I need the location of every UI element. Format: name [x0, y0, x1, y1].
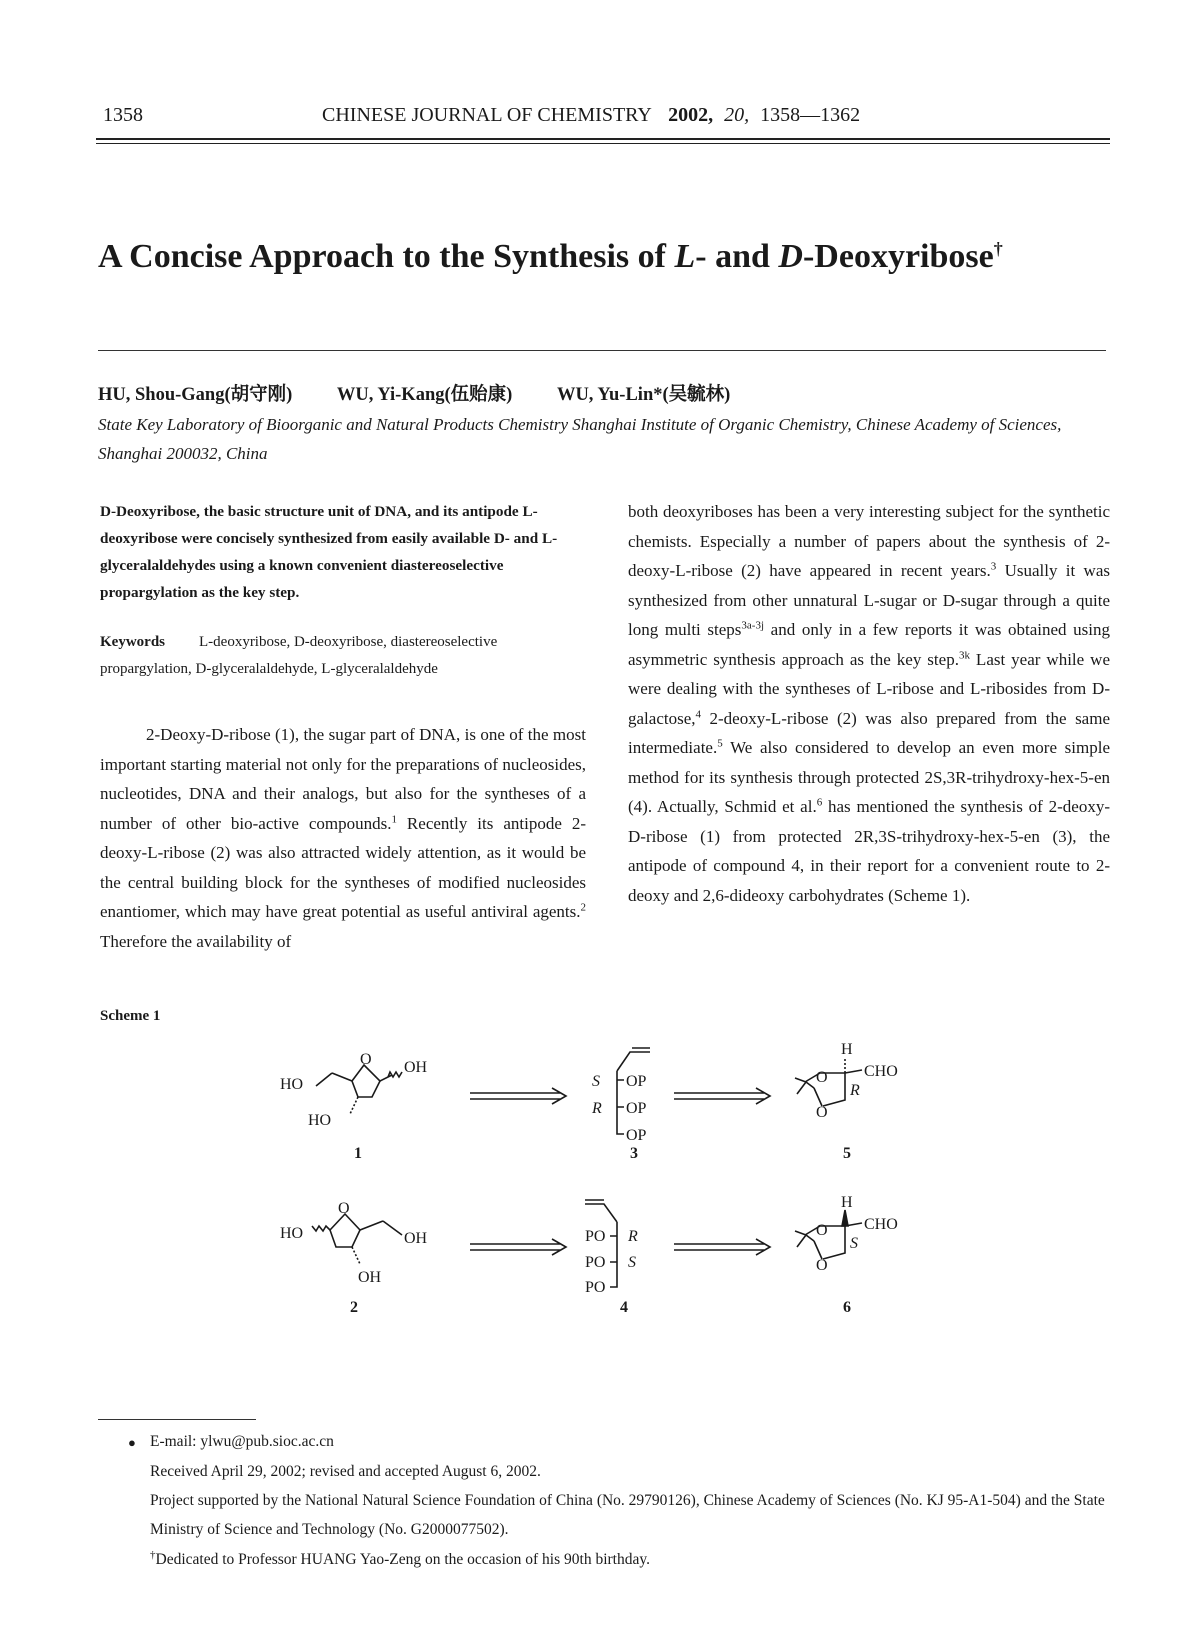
- abstract: D-Deoxyribose, the basic structure unit of DNA, and its antipode L-deoxyribose were concisely synthesized from easily available D- and L-glyceralaldehydes using a known convenient diastereoselective propargylation as the key step.: [100, 503, 558, 601]
- c3-op-3: OP: [626, 1127, 647, 1144]
- c2-ho: HO: [280, 1225, 304, 1242]
- arrow-1-3: [470, 1088, 566, 1104]
- journal-year: 2002,: [668, 104, 714, 126]
- dagger-mark: †: [150, 1548, 156, 1561]
- paper-title: A Concise Approach to the Synthesis of L- and D-Deoxyribose†: [98, 238, 1003, 275]
- c4-po-3: PO: [585, 1279, 606, 1296]
- ref-1: 1: [391, 812, 397, 825]
- ref-4: 4: [695, 707, 701, 720]
- c5-r: R: [850, 1082, 860, 1099]
- author-3: WU, Yu-Lin: [556, 385, 654, 405]
- label-compound-6: 6: [843, 1299, 851, 1316]
- c6-cho: CHO: [864, 1216, 898, 1233]
- ref-5: 5: [717, 737, 723, 750]
- c4-po-1: PO: [585, 1228, 606, 1245]
- affiliation: State Key Laboratory of Bioorganic and Natural Products Chemistry Shanghai Institute of Organic Chemistry, Chinese Academy of Sciences, Shanghai 200032, China: [98, 415, 1062, 463]
- c4-r: R: [628, 1228, 638, 1245]
- c5-o-top: O: [816, 1069, 828, 1086]
- c3-s: S: [592, 1073, 600, 1090]
- c2-oh-bottom: OH: [358, 1269, 382, 1286]
- c6-h: H: [841, 1194, 853, 1211]
- bullet-icon: ●: [128, 1435, 136, 1450]
- label-compound-5: 5: [843, 1145, 851, 1162]
- corresponding-mark: *: [653, 385, 663, 405]
- c5-o-bottom: O: [816, 1104, 828, 1121]
- c6-s: S: [850, 1235, 858, 1252]
- ref-6: 6: [816, 796, 823, 809]
- ref-3: 3: [990, 560, 997, 573]
- c1-ho-left: HO: [280, 1076, 304, 1093]
- ref-3a-3j: 3a-3j: [741, 619, 765, 632]
- ref-2: 2: [580, 901, 586, 914]
- ref-3k: 3k: [958, 648, 970, 661]
- compound-2-ring: [330, 1214, 360, 1247]
- c1-ho-bottom: HO: [308, 1112, 332, 1129]
- c3-op-1: OP: [626, 1073, 647, 1090]
- c6-o-top: O: [816, 1222, 828, 1239]
- label-compound-3: 3: [630, 1145, 638, 1162]
- body-column-2: both deoxyriboses has been a very interesting subject for the synthetic chemists. Especially a number of papers about the synthesis of 2-deoxy-L-ribose (2) have appeared in recent years.$^3$ Usually it was synthesized from other unnatural L-sugar or D-sugar through a quite long multi steps$^{3a-3j}$ and only in a few reports it was obtained using asymmetric synthesis approach as the key step.$^{3k}$ Last year while we were dealing with the syntheses of L-ribose and L-ribosides from D-galactose,$^4$ 2-deoxy-L-ribose (2) was also prepared from the same intermediate.$^5$ We also considered to develop an even more simple method for its synthesis through protected 2S,3R-trihydroxy-hex-5-en (4). Actually, Schmid et al.$^6$ has mentioned the synthesis of 2-deoxy-D-ribose (1) from protected 2R,3S-trihydroxy-hex-5-en (3), the antipode of compound 4, in their report for a convenient route to 2-deoxy and 2,6-dideoxy carbohydrates (Scheme 1).: [628, 502, 1110, 905]
- journal-name: CHINESE JOURNAL OF CHEMISTRY: [322, 104, 652, 126]
- c1-oh: OH: [404, 1059, 428, 1076]
- author-2: WU, Yi-Kang(伍贻康): [336, 385, 513, 405]
- body-column-1: 2-Deoxy-D-ribose (1), the sugar part of DNA, is one of the most important starting material not only for the preparations of nucleosides, nucleotides, DNA and their analogs, but also for the syntheses of a number of other bio-active compounds.$^1$ Recently its antipode 2-deoxy-L-ribose (2) was also attracted widely attention, as it would be the central building block for the syntheses of modified nucleosides enantiomer, which may have great potential as useful antiviral agents.$^2$ Therefore the availability of: [100, 725, 586, 951]
- page-number: 1358: [103, 104, 143, 126]
- keywords-label: Keywords: [100, 634, 165, 650]
- compound-1-ring: [352, 1065, 380, 1097]
- author-1: HU, Shou-Gang(胡守刚): [98, 385, 293, 405]
- arrow-2-4: [470, 1239, 566, 1255]
- scheme-label: Scheme 1: [100, 1008, 161, 1024]
- compound-3-chain: [617, 1048, 650, 1134]
- arrow-4-6: [674, 1239, 770, 1255]
- footnote-project: Project supported by the National Natural Science Foundation of China (No. 29790126), Chinese Academy of Sciences (No. KJ 95-A1-504) and the State Ministry of Science and Technology (No. G2000077502).: [150, 1492, 1105, 1538]
- c5-h: H: [841, 1041, 853, 1058]
- c3-r: R: [592, 1100, 602, 1117]
- c3-op-2: OP: [626, 1100, 647, 1117]
- c4-po-2: PO: [585, 1254, 606, 1271]
- c1-ring-o: O: [360, 1051, 372, 1068]
- c4-s: S: [628, 1254, 636, 1271]
- footnote-rule: [98, 1419, 256, 1420]
- label-compound-2: 2: [350, 1299, 358, 1316]
- c6-o-bottom: O: [816, 1257, 828, 1274]
- c2-ring-o: O: [338, 1200, 350, 1217]
- journal-volume: 20,: [724, 104, 750, 126]
- footnote-email: E-mail: ylwu@pub.sioc.ac.cn: [150, 1433, 334, 1450]
- c5-cho: CHO: [864, 1063, 898, 1080]
- arrow-3-5: [674, 1088, 770, 1104]
- journal-pages: 1358—1362: [760, 104, 861, 126]
- keywords-text: L-deoxyribose, D-deoxyribose, diastereoselective propargylation, D-glyceralaldehyde, L-glyceralaldehyde: [100, 634, 498, 677]
- footnote-dedication: †Dedicated to Professor HUANG Yao-Zeng on the occasion of his 90th birthday.: [150, 1548, 650, 1568]
- author-3-cn: (吴毓林): [662, 385, 731, 405]
- label-compound-1: 1: [354, 1145, 362, 1162]
- c2-oh-right: OH: [404, 1230, 428, 1247]
- footnote-received: Received April 29, 2002; revised and accepted August 6, 2002.: [150, 1463, 541, 1480]
- label-compound-4: 4: [620, 1299, 628, 1316]
